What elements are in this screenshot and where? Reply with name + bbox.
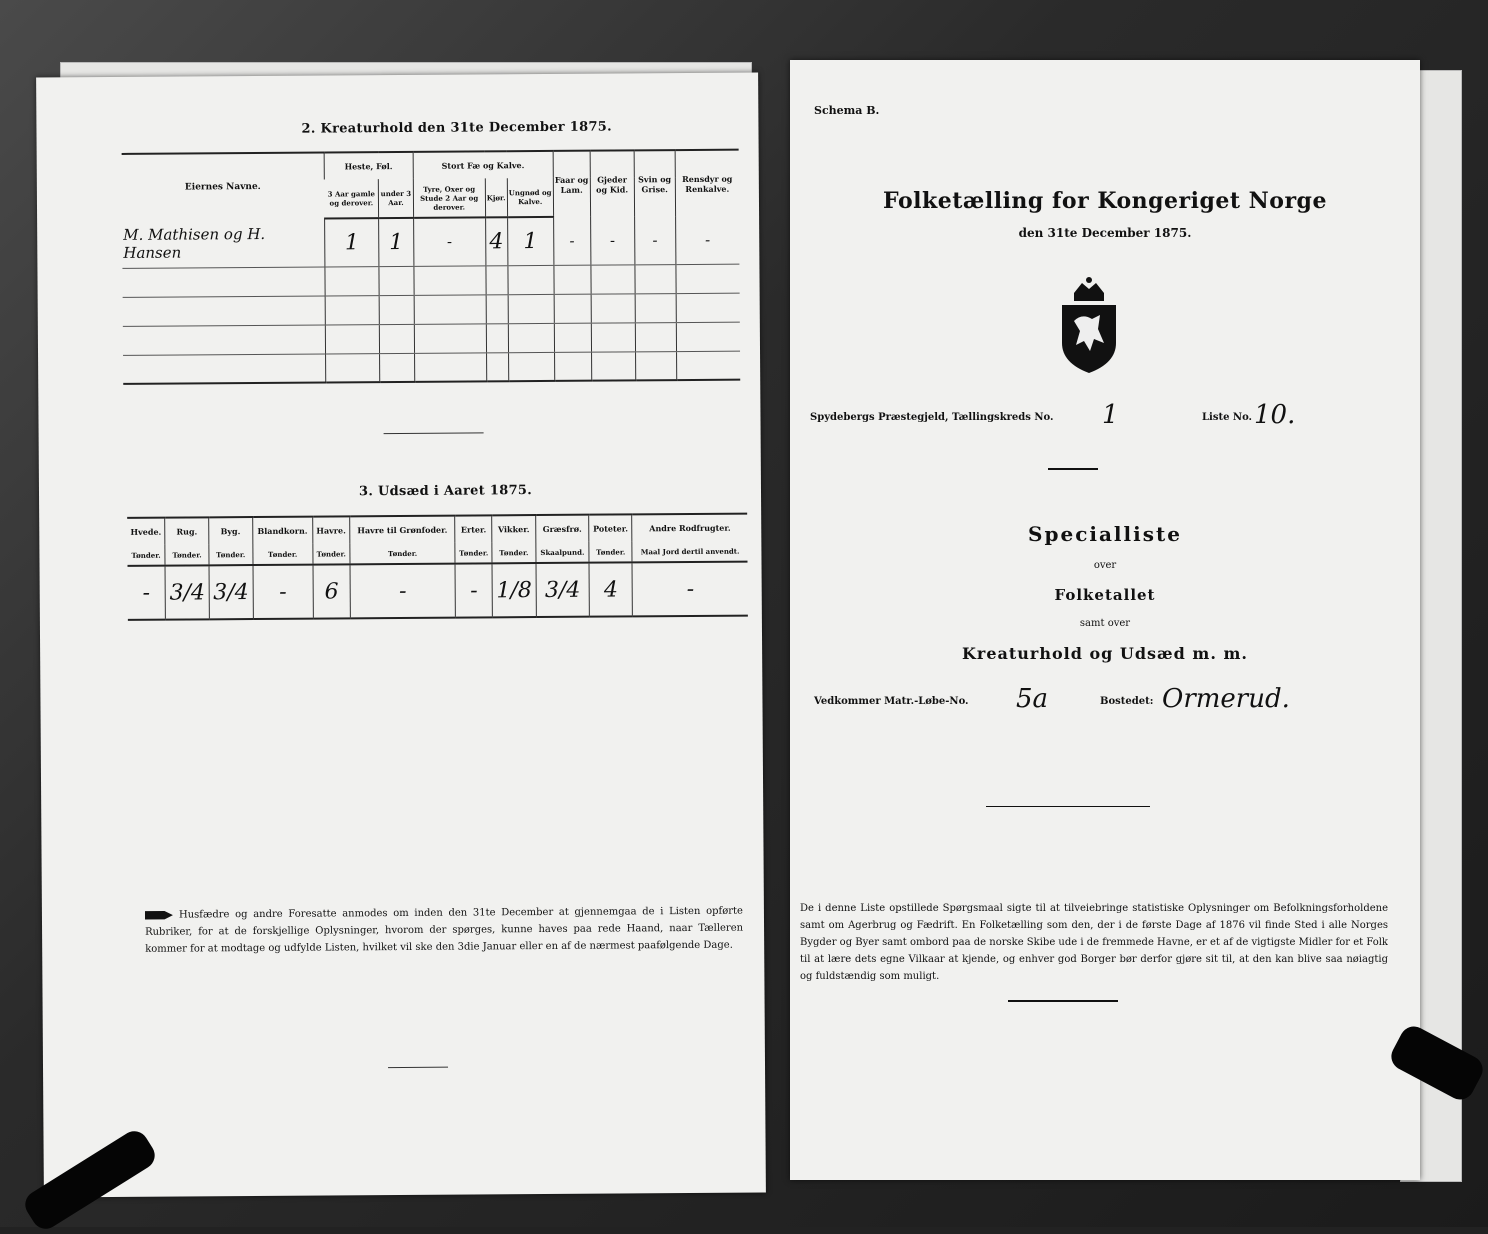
bostedet-label: Bostedet:	[1100, 696, 1154, 707]
list-value: 10.	[1254, 400, 1296, 430]
owner-cell: M. Mathisen og H. Hansen	[122, 219, 325, 268]
sowing-unit-label: Tønder.	[165, 544, 209, 565]
section3-title: 3. Udsæd i Aaret 1875.	[358, 483, 533, 500]
calves-header: Ungnød og Kalve.	[507, 178, 554, 217]
main-title: Folketælling for Kongeriget Norge	[883, 188, 1327, 214]
left-page	[36, 72, 766, 1197]
notice-text: Husfædre og andre Foresatte anmodes om inden den 31te December at gjennemgaa de i Listen opførte Rubriker, for at de forskjellige Oplysninger, hvorom der spørges, kunne haves paa rede Haand, naar Tælleren kommer for at modtage og udfylde Listen, hvilket vil ske den 3die Januar eller en af de nærmest paafølgende Dage.	[145, 905, 744, 955]
sowing-unit-label: Tønder.	[350, 543, 456, 565]
folketallet-label: Folketallet	[1054, 586, 1156, 604]
sowing-value-cell: -	[253, 565, 314, 619]
sowing-col-header: Erter.	[455, 515, 492, 542]
bulls-header: Tyre, Oxer og Stude 2 Aar og derover.	[413, 178, 485, 218]
table-row	[123, 351, 740, 384]
sowing-col-header: Blandkorn.	[252, 517, 313, 544]
sowing-col-header: Andre Rodfrugter.	[632, 514, 747, 542]
sowing-unit-label: Tønder.	[455, 542, 492, 563]
sowing-value-cell: 4	[589, 562, 633, 616]
table-row	[123, 293, 740, 326]
divider	[986, 806, 1150, 807]
sowing-table	[127, 513, 748, 621]
cows-header: Kjør.	[485, 178, 507, 217]
goats-header: Gjeder og Kid.	[590, 150, 635, 216]
livestock-table	[122, 149, 741, 385]
cows-cell: 4	[485, 217, 507, 265]
pigs-cell: -	[634, 216, 675, 264]
sowing-unit-label: Skaalpund.	[536, 542, 590, 563]
samt-over-label: samt over	[1079, 618, 1131, 629]
horses-old-cell: 1	[325, 218, 380, 266]
reindeer-header: Rensdyr og Renkalve.	[675, 150, 739, 216]
kreaturhold-label: Kreaturhold og Udsæd m. m.	[962, 644, 1248, 663]
sowing-unit-label: Tønder.	[252, 544, 312, 565]
table-row	[123, 322, 740, 355]
calves-cell: 1	[507, 217, 554, 265]
divider	[1048, 468, 1098, 470]
sowing-col-header: Byg.	[209, 517, 253, 544]
census-date: den 31te December 1875.	[1018, 226, 1192, 240]
sowing-unit-label: Maal Jord dertil anvendt.	[632, 541, 747, 563]
right-page	[790, 60, 1420, 1180]
sowing-col-header: Hvede.	[127, 518, 165, 545]
sheep-header: Faar og Lam.	[553, 151, 590, 217]
table-row	[122, 216, 739, 268]
sowing-unit-label: Tønder.	[127, 545, 165, 566]
horses-old-header: 3 Aar gamle og derover.	[324, 179, 379, 218]
matr-label: Vedkommer Matr.-Løbe-No.	[814, 696, 969, 707]
table-row	[122, 264, 739, 297]
horses-young-header: under 3 Aar.	[379, 179, 414, 218]
sowing-unit-label: Tønder.	[589, 541, 632, 562]
schema-label: Schema B.	[814, 104, 880, 117]
footer-text: De i denne Liste opstillede Spørgsmaal sigte til at tilveiebringe statistiske Oplysninger om Befolkningsforholdene samt om Agerbrug og Fædrift. En Folketælling som den, der i de første Dage af 1876 vil finde Sted i alle Norges Bygder og Byer samt ombord paa de norske Skibe ude i de fremmede Havne, er et af de vigtigste Midler for et Folk til at lære dets egne Vilkaar at kjende, og enhver god Borger bør derfor gjøre sit til, at den kan blive saa nøiagtig og fuldstændig som muligt.	[800, 903, 1388, 982]
over-label: over	[1093, 560, 1117, 571]
matr-value: 5a	[1016, 684, 1049, 714]
section2-title: 2. Kreaturhold den 31te December 1875.	[301, 119, 612, 137]
sowing-value-cell: 3/4	[209, 565, 253, 619]
horses-young-cell: 1	[379, 218, 414, 266]
sowing-value-cell: -	[128, 566, 166, 620]
sowing-value-cell: 3/4	[165, 565, 209, 619]
sowing-value-cell: 1/8	[492, 563, 536, 617]
sowing-unit-label: Tønder.	[492, 542, 536, 563]
horses-header: Heste, Føl.	[324, 152, 413, 180]
sowing-value-cell: 6	[313, 564, 350, 618]
sowing-col-header: Havre.	[313, 516, 350, 543]
bostedet-value: Ormerud.	[1162, 684, 1290, 714]
sowing-value-cell: -	[632, 562, 748, 617]
sowing-col-header: Græsfrø.	[535, 515, 589, 542]
pigs-header: Svin og Grise.	[634, 150, 676, 216]
pointing-hand-icon	[145, 908, 173, 922]
divider	[1008, 1000, 1118, 1002]
sowing-value-cell: -	[455, 563, 492, 617]
sheep-cell: -	[553, 217, 590, 265]
sowing-col-header: Rug.	[165, 517, 209, 544]
goats-cell: -	[590, 216, 634, 264]
sowing-value-cell: 3/4	[536, 563, 590, 617]
sowing-unit-label: Tønder.	[209, 544, 253, 565]
table-row	[128, 562, 748, 620]
owner-header: Eiernes Navne.	[122, 153, 325, 220]
divider	[384, 432, 484, 434]
notice	[145, 903, 743, 958]
special-list-title: Specialliste	[1028, 522, 1182, 546]
sowing-value-cell: -	[350, 564, 456, 619]
list-label: Liste No.	[1202, 412, 1253, 423]
parish-value: 1	[1102, 400, 1119, 430]
sowing-col-header: Poteter.	[589, 514, 632, 541]
divider	[388, 1067, 448, 1068]
parish-label: Spydebergs Præstegjeld, Tællingskreds No.	[810, 412, 1054, 423]
cattle-header: Stort Fæ og Kalve.	[413, 151, 553, 179]
coat-of-arms-icon	[1052, 275, 1126, 375]
reindeer-cell: -	[675, 216, 739, 264]
sowing-col-header: Havre til Grønfoder.	[349, 516, 455, 544]
sowing-unit-label: Tønder.	[313, 543, 350, 564]
bulls-cell: -	[413, 217, 485, 266]
sowing-col-header: Vikker.	[492, 515, 536, 542]
